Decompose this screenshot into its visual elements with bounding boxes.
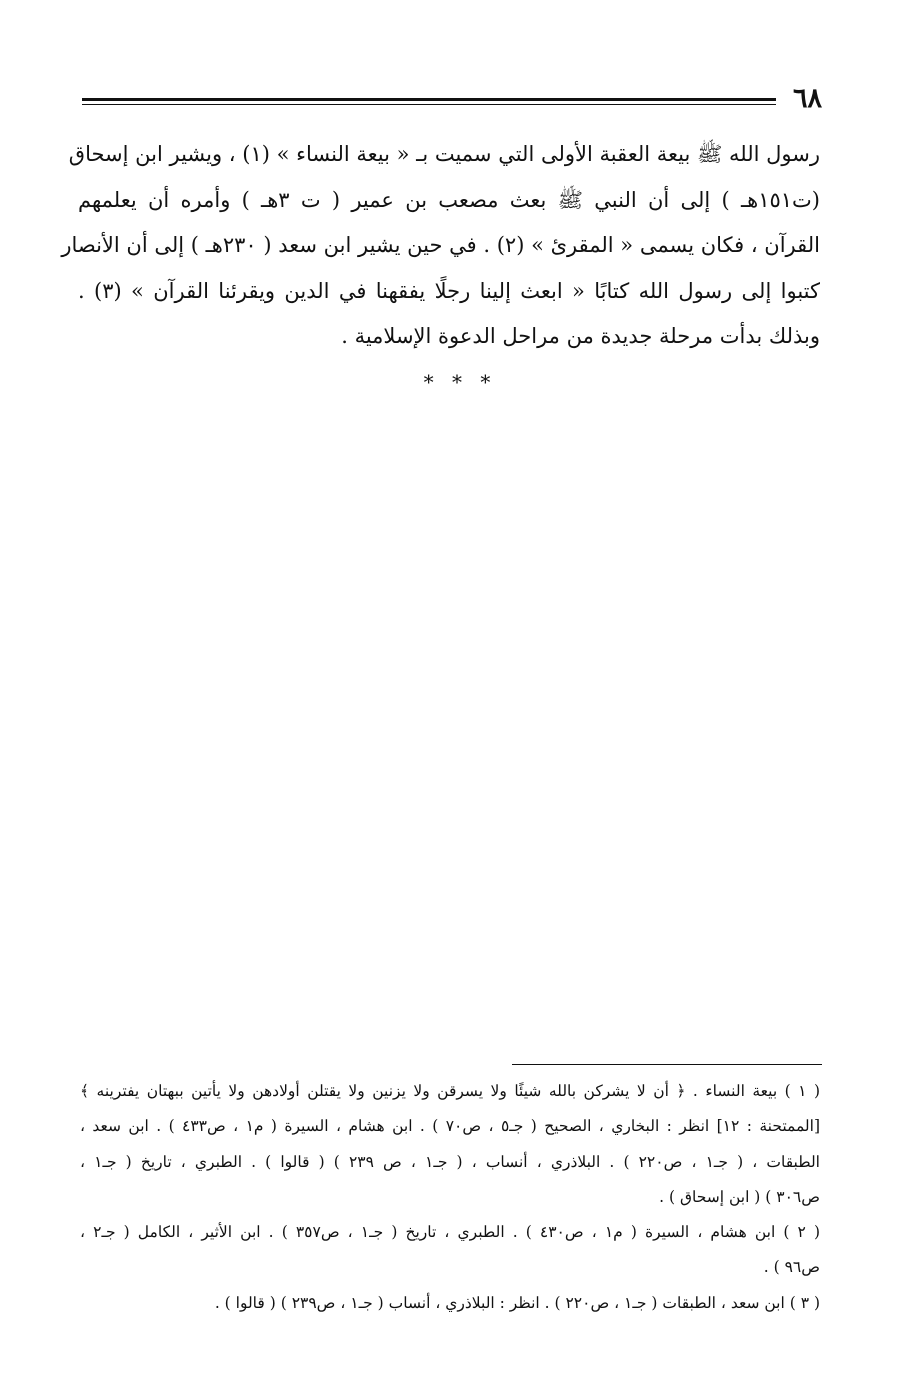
page-header	[82, 83, 822, 116]
text-line: وبذلك بدأت مرحلة جديدة من مراحل الدعوة الإسلامية .	[341, 324, 820, 348]
footnote-line: ( ٣ ) ابن سعد ، الطبقات ( جـ١ ، ص٢٢٠ ) . انظر : البلاذري ، أنساب ( جـ١ ، ص٢٣٩ ) ( قالوا ) .	[214, 1293, 820, 1312]
text-line: (ت١٥١هـ ) إلى أن النبي ﷺ بعث مصعب بن عمير ( ت ٣هـ ) وأمره أن يعلمهم	[78, 187, 820, 212]
footnote-line: ( ١ ) بيعة النساء . ﴿ أن لا يشركن بالله شيئًا ولا يسرقن ولا يزنين ولا يقتلن أولادهن ولا يأتين ببهتان يفترينه ﴾	[80, 1082, 820, 1100]
footnote-line: ص٣٠٦ ) ( ابن إسحاق ) .	[659, 1187, 820, 1206]
header-rule-thin	[82, 104, 776, 105]
text-line: القرآن ، فكان يسمى « المقرئ » (٢) . في حين يشير ابن سعد ( ٢٣٠هـ ) إلى أن الأنصار	[61, 233, 820, 257]
header-rule-thick	[82, 98, 776, 101]
footnote-line: الطبقات ، ( جـ١ ، ص٢٢٠ ) . البلاذري ، أنساب ، ( جـ١ ، ص ٢٣٩ ) ( قالوا ) . الطبري ، تاريخ ( جـ١ ،	[80, 1152, 820, 1171]
page-number: ٦٨	[792, 83, 822, 114]
footnote-line: ص٩٦ ) .	[763, 1258, 820, 1277]
text-line: رسول الله ﷺ بيعة العقبة الأولى التي سميت بـ « بيعة النساء » (١) ، ويشير ابن إسحاق	[68, 142, 820, 166]
footnotes	[80, 1074, 820, 1321]
main-text	[61, 132, 820, 360]
footnote-line: ( ٢ ) ابن هشام ، السيرة ( م١ ، ص٤٣٠ ) . الطبري ، تاريخ ( جـ١ ، ص٣٥٧ ) . ابن الأثير ، الكامل ( جـ٢ ،	[80, 1223, 820, 1242]
footnote-line: [الممتحنة : ١٢] انظر : البخاري ، الصحيح ( جـ٥ ، ص٧٠ ) . ابن هشام ، السيرة ( م١ ، ص٤٣٣ ) . ابن سعد ،	[80, 1117, 820, 1136]
text-line: كتبوا إلى رسول الله كتابًا « ابعث إلينا رجلًا يفقهنا في الدين ويقرئنا القرآن » (٣) .	[78, 278, 820, 303]
section-separator: * * *	[423, 370, 497, 394]
footnote-divider	[512, 1064, 822, 1065]
